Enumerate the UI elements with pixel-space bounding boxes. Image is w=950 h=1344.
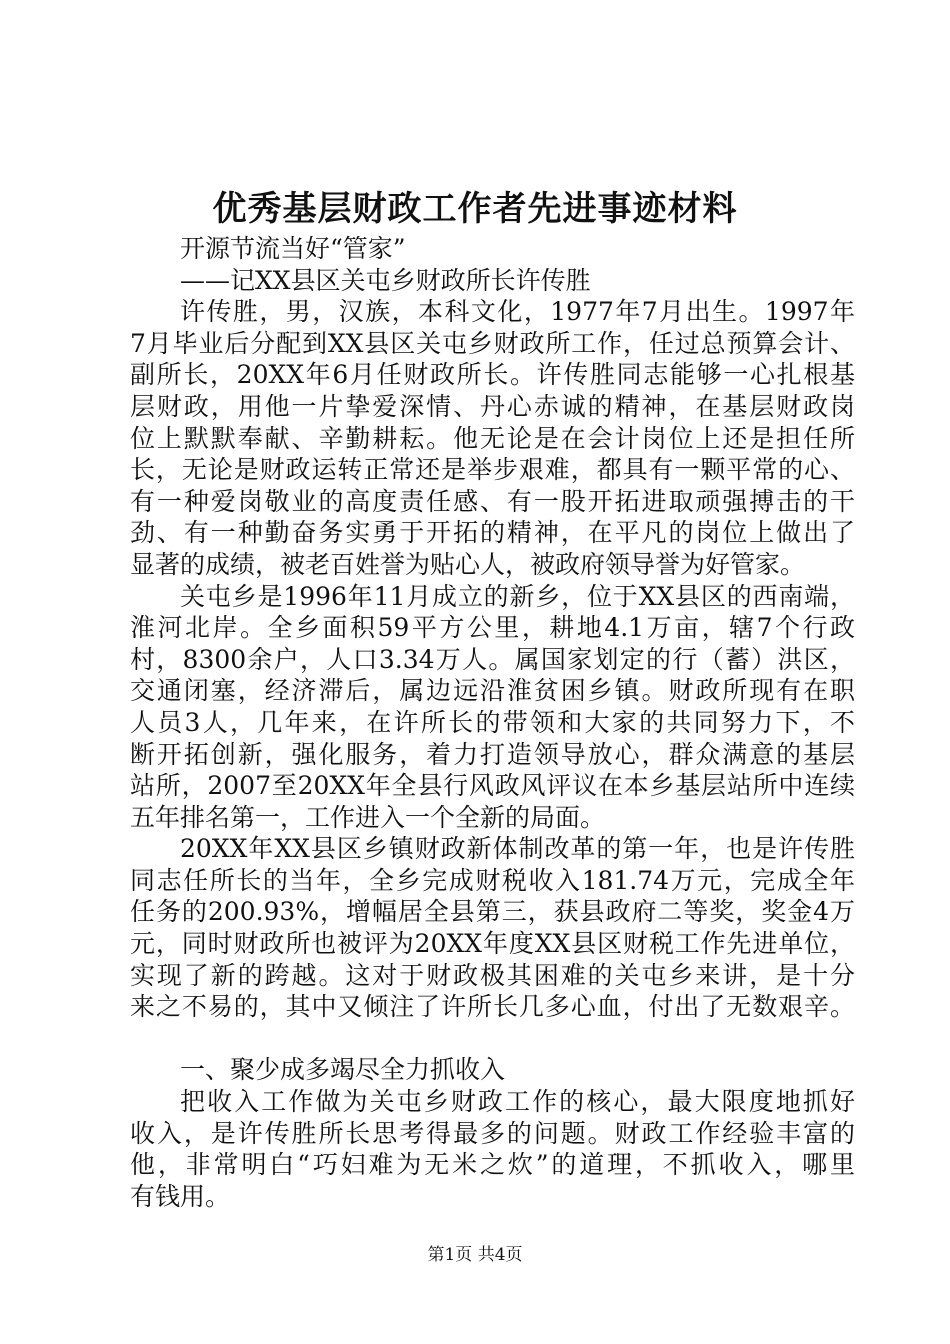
- text-line: 来之不易的，其中又倾注了许所长几多心血，付出了无数艰辛。: [130, 992, 855, 1022]
- text-line: 长，无论是财政运转正常还是举步艰难，都具有一颗平常的心、: [130, 455, 855, 485]
- text-line: 五年排名第一，工作进入一个全新的局面。: [130, 802, 606, 832]
- text-line: 人员3人，几年来，在许所长的带领和大家的共同努力下，不: [130, 707, 855, 737]
- text-line: 许传胜，男，汉族，本科文化，1977年7月出生。1997年: [180, 297, 855, 327]
- text-line: 有钱用。: [130, 1181, 231, 1211]
- text-line: 交通闭塞，经济滞后，属边远沿淮贫困乡镇。财政所现有在职: [130, 676, 855, 706]
- text-line: 有一种爱岗敬业的高度责任感、有一股开拓进取顽强搏击的干: [130, 486, 855, 516]
- text-line: 7月毕业后分配到XX县区关屯乡财政所工作，任过总预算会计、: [130, 328, 855, 358]
- text-line: 层财政，用他一片挚爱深情、丹心赤诚的精神，在基层财政岗: [130, 391, 855, 421]
- document-body: [130, 233, 855, 1212]
- text-line: 淮河北岸。全乡面积59平方公里，耕地4.1万亩，辖7个行政: [130, 613, 855, 643]
- text-line: 显著的成绩，被老百姓誉为贴心人，被政府领导誉为好管家。: [130, 549, 806, 579]
- page-footer: 第1页 共4页: [427, 1245, 523, 1265]
- document-title: 优秀基层财政工作者先进事迹材料: [212, 189, 738, 229]
- text-line: 位上默默奉献、辛勤耕耘。他无论是在会计岗位上还是担任所: [130, 423, 855, 453]
- text-line: 元，同时财政所也被评为20XX年度XX县区财税工作先进单位，: [130, 929, 855, 959]
- text-line: 劲、有一种勤奋务实勇于开拓的精神，在平凡的岗位上做出了: [130, 518, 855, 548]
- text-line: 20XX年XX县区乡镇财政新体制改革的第一年，也是许传胜: [180, 834, 855, 864]
- text-line: 关屯乡是1996年11月成立的新乡，位于XX县区的西南端，: [180, 581, 855, 611]
- text-line: 同志任所长的当年，全乡完成财税收入181.74万元，完成全年: [130, 865, 855, 895]
- text-line: 村，8300余户，人口3.34万人。属国家划定的行（蓄）洪区，: [130, 644, 855, 674]
- text-line: 副所长，20XX年6月任财政所长。许传胜同志能够一心扎根基: [130, 360, 855, 390]
- text-line: 站所，2007至20XX年全县行风政风评议在本乡基层站所中连续: [130, 771, 855, 801]
- text-line: 开源节流当好“管家”: [180, 234, 406, 263]
- text-line: ——记XX县区关屯乡财政所长许传胜: [180, 265, 591, 295]
- text-line: 断开拓创新，强化服务，着力打造领导放心，群众满意的基层: [130, 739, 855, 769]
- blank-line: [130, 1023, 855, 1055]
- text-line: 收入，是许传胜所长思考得最多的问题。财政工作经验丰富的: [130, 1118, 855, 1148]
- text-line: 实现了新的跨越。这对于财政极其困难的关屯乡来讲，是十分: [130, 960, 855, 990]
- text-line: 任务的200.93%，增幅居全县第三，获县政府二等奖，奖金4万: [130, 897, 855, 927]
- text-line: 一、聚少成多竭尽全力抓收入: [180, 1055, 506, 1085]
- text-line: 把收入工作做为关屯乡财政工作的核心，最大限度地抓好: [180, 1087, 855, 1117]
- text-line: 他，非常明白“巧妇难为无米之炊”的道理，不抓收入，哪里: [130, 1150, 855, 1180]
